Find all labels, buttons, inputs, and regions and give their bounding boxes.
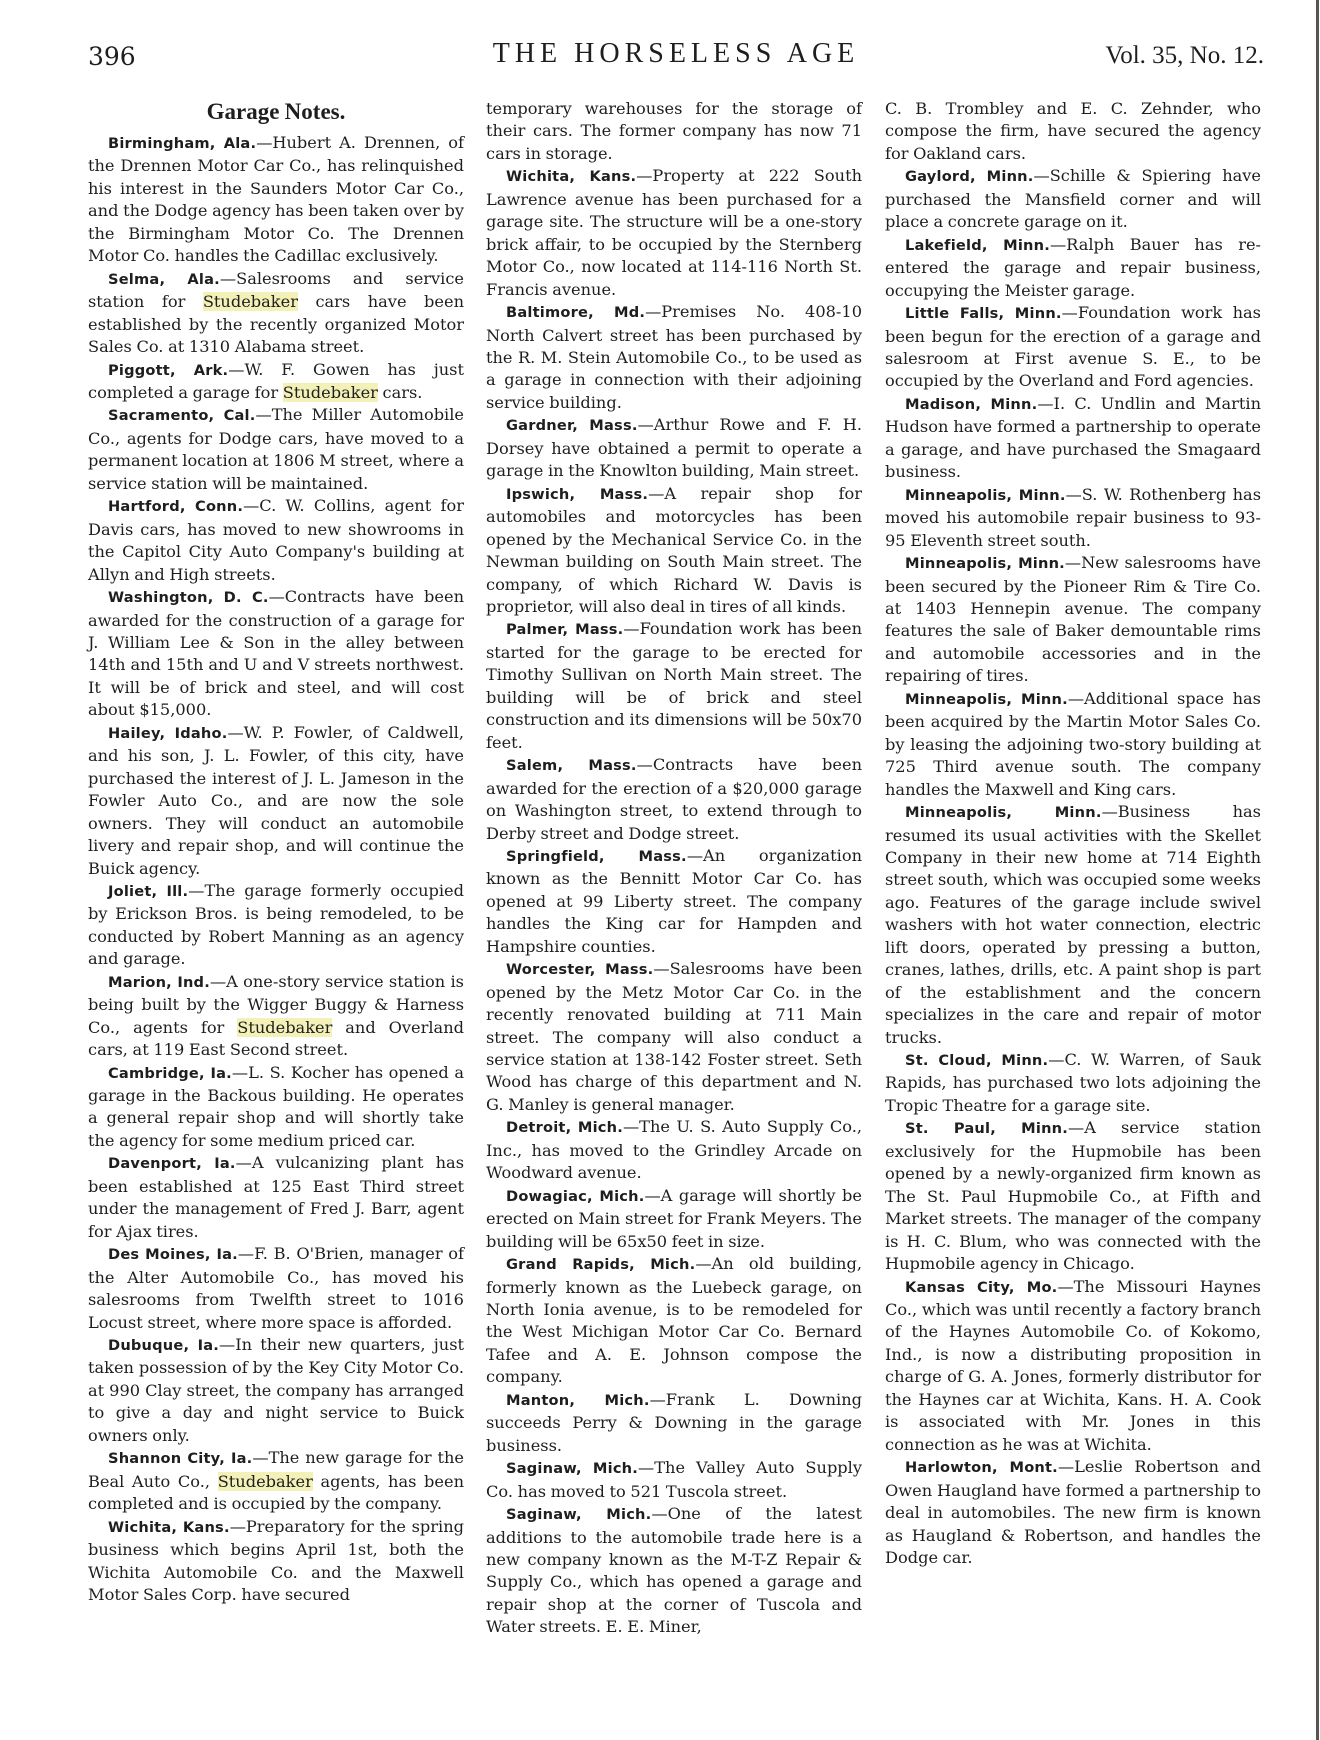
item-place: Saginaw, Mich. [506,1506,652,1524]
news-item [88,586,464,722]
item-place: Minneapolis, Minn. [905,690,1068,708]
item-place: Ipswich, Mass. [506,485,649,503]
item-place: St. Paul, Minn. [905,1120,1069,1138]
news-item [885,1276,1261,1457]
news-item [88,132,464,268]
news-item [88,971,464,1062]
item-text: —Property at 222 South Lawrence avenue has been purchased for a garage site. The structure will be a one-story brick affair, to be occupied by the Sternberg Motor Co., now located at 114-116 North St. Francis avenue. [486,166,862,299]
news-item [88,1447,464,1515]
item-place: Springfield, Mass. [506,847,687,865]
item-place: Grand Rapids, Mich. [506,1256,696,1274]
item-place: Minneapolis, Minn. [905,804,1102,822]
news-item [486,1503,862,1639]
news-item [885,484,1261,552]
news-item [486,165,862,301]
item-place: Saginaw, Mich. [506,1460,639,1478]
item-place: Shannon City, Ia. [108,1450,253,1468]
news-item [486,845,862,958]
news-item [885,1456,1261,1569]
news-item [885,98,1261,165]
item-place: Hartford, Conn. [108,498,244,516]
item-text: —Arthur Rowe and F. H. Dorsey have obtained a permit to operate a garage in the Knowlton building, Main street. [486,415,862,481]
item-text: —Ralph Bauer has re-entered the garage and repair business, occupying the Meister garage. [885,234,1261,300]
news-item [486,1116,862,1184]
item-place: Wichita, Kans. [108,1518,230,1536]
news-item [486,754,862,845]
column-2 [486,98,862,1639]
news-item [486,958,862,1116]
item-text: —A service station exclusively for the Hupmobile has been opened by a newly-organized firm known as The St. Paul Hupmobile Co., at Fifth and Market streets. The manager of the company is H. C. Blum, who was connected with the Hupmobile agency in Chicago. [885,1118,1261,1274]
column-3 [885,98,1261,1569]
item-text: —The Miller Automobile Co., agents for Dodge cars, have moved to a permanent location at 1806 M street, where a service station will be maintained. [88,405,464,493]
item-place: Little Falls, Minn. [905,305,1062,323]
item-text: —Leslie Robertson and Owen Haugland have formed a partnership to deal in automobiles. The new firm is known as Haugland & Robertson, and handles the Dodge car. [885,1457,1261,1567]
highlighted-term: Studebaker [282,382,378,402]
news-item [885,1049,1261,1117]
item-place: Birmingham, Ala. [108,135,257,152]
item-text: —Contracts have been awarded for the construction of a garage for J. William Lee & Son in the alley between 14th and 15th and U and V streets northwest. It will be of brick and steel, and will cost about $15,000. [88,587,464,720]
item-text: —One of the latest additions to the automobile trade here is a new company known as the M-T-Z Repair & Supply Co., which has opened a garage and repair shop at the corner of Tuscola and Water streets. E. E. Miner, [486,1504,862,1637]
news-item [885,688,1261,801]
item-text: —Salesrooms and service station for [88,268,464,312]
item-place: Cambridge, Ia. [108,1064,232,1082]
news-item [88,404,464,495]
news-item [486,1253,862,1389]
item-text: —The garage formerly occupied by Erickson Bros. is being remodeled, to be conducted by Robert Manning as an agency and garage. [88,880,464,969]
news-item [88,1062,464,1153]
page-edge-shadow [1316,0,1319,1740]
news-item [88,1243,464,1334]
item-place: Worcester, Mass. [506,961,654,979]
highlighted-term: Studebaker [217,1471,313,1491]
item-text: —F. B. O'Brien, manager of the Alter Automobile Co., has moved his salesrooms from Twelfth street to 1016 Locust street, where more space is afforded. [88,1244,465,1332]
item-text: —A one-story service station is being built by the Wigger Buggy & Harness Co., agents for [88,971,464,1037]
item-text: —Preparatory for the spring business which begins April 1st, both the Wichita Automobile Co. and the Maxwell Motor Sales Corp. have secured [88,1516,465,1604]
item-text: —In their new quarters, just taken possession of by the Key City Motor Co. at 990 Clay street, the company has arranged to give a day and night service to Buick owners only. [88,1335,465,1445]
news-item [486,301,862,414]
item-text: —Premises No. 408-10 North Calvert street has been purchased by the R. M. Stein Automobile Co., to be used as a garage in connection with their adjoining service building. [486,302,862,412]
news-item [885,302,1261,393]
item-text: —Schille & Spiering have purchased the Mansfield corner and will place a concrete garage on it. [885,166,1261,232]
item-place: Gaylord, Minn. [905,168,1034,186]
item-place: Sacramento, Cal. [108,407,256,425]
news-item [885,165,1261,233]
item-text: —The Valley Auto Supply Co. has moved to 521 Tuscola street. [486,1458,862,1501]
item-text: —C. W. Warren, of Sauk Rapids, has purchased two lots adjoining the Tropic Theatre for a garage site. [885,1050,1261,1115]
item-place: Baltimore, Md. [506,304,646,322]
news-item [486,483,862,619]
item-text: —The U. S. Auto Supply Co., Inc., has moved to the Grindley Arcade on Woodward avenue. [486,1117,862,1183]
running-header [88,38,1264,78]
news-item [486,98,862,165]
item-text: —S. W. Rothenberg has moved his automobile repair business to 93-95 Eleventh street south. [885,484,1262,550]
volume-issue: Vol. 35, No. 12. [1105,42,1264,69]
item-text: —The Missouri Haynes Co., which was until recently a factory branch of the Haynes Automobile Co. of Kokomo, Ind., is now a distributing proposition in charge of G. A. Jones, formerly distributor for the Haynes car at Wichita, Kans. H. A. Cook is associated with Mr. Jones in this connection as he was at Wichita. [885,1276,1261,1454]
item-text: cars have been established by the recently organized Motor Sales Co. at 1310 Alabama street. [88,292,464,357]
item-place: Joliet, Ill. [108,882,189,900]
news-item [88,268,464,359]
item-text: —Contracts have been awarded for the erection of a $20,000 garage on Washington street, to extend through to Derby street and Dodge street. [486,755,862,843]
news-item [885,1117,1261,1275]
item-text: —Hubert A. Drennen, of the Drennen Motor Car Co., has relinquished his interest in the Saunders Motor Car Co., and the Dodge agency has been taken over by the Birmingham Motor Co. The Drennen Motor Co. handles the Cadillac exclusively. [88,133,464,266]
item-text: —W. P. Fowler, of Caldwell, and his son, J. L. Fowler, of this city, have purchased the interest of J. L. Jameson in the Fowler Auto Co., and are now the sole owners. They will conduct an automobile livery and repair shop, and will continue the Buick agency. [88,722,464,878]
news-item [88,1334,464,1447]
news-item [88,1152,464,1243]
news-item [486,1457,862,1503]
news-item [88,1516,464,1607]
item-place: St. Cloud, Minn. [905,1052,1049,1070]
item-place: Gardner, Mass. [506,417,638,435]
news-item [88,495,464,586]
journal-title: THE HORSELESS AGE [492,38,860,69]
item-place: Lakefield, Minn. [905,236,1050,254]
item-text: C. B. Trombley and E. C. Zehnder, who compose the firm, have secured the agency for Oakland cars. [885,99,1261,163]
column-1 [88,98,464,1606]
section-title: Garage Notes. [206,99,346,124]
item-text: —Foundation work has been started for the garage to be erected for Timothy Sullivan on North Main street. The building will be of brick and steel construction and its dimensions will be 50x70 feet. [486,619,862,752]
item-place: Des Moines, Ia. [108,1246,238,1264]
news-item [486,618,862,754]
news-item [88,880,464,971]
news-item [885,234,1261,302]
item-text: —The new garage for the Beal Auto Co., [88,1448,464,1491]
item-place: Wichita, Kans. [506,168,637,186]
item-text: temporary warehouses for the storage of their cars. The former company has now 71 cars in storage. [486,99,862,163]
item-place: Davenport, Ia. [108,1155,236,1173]
item-place: Dubuque, Ia. [108,1337,220,1355]
item-text: —A repair shop for automobiles and motorcycles has been opened by the Mechanical Service Co. in the Newman building on South Main street. The company, of which Richard W. Davis is proprietor, will also deal in tires of all kinds. [486,483,862,616]
item-text: —Additional space has been acquired by the Martin Motor Sales Co. by leasing the adjoining two-story building at 725 Third avenue south. The company handles the Maxwell and King cars. [885,688,1261,799]
news-item [88,359,464,405]
item-text: agents, has been completed and is occupied by the company. [88,1471,465,1514]
highlighted-term: Studebaker [237,1017,333,1037]
item-place: Harlowton, Mont. [905,1459,1058,1477]
item-text: —An organization known as the Bennitt Motor Car Co. has opened at 99 Liberty street. The company handles the King car for Hampden and Hampshire counties. [486,845,862,956]
page-number: 396 [88,42,136,71]
item-place: Salem, Mass. [506,757,637,775]
item-place: Washington, D. C. [108,589,269,607]
item-text: —Foundation work has been begun for the erection of a garage and salesroom at First avenue S. E., to be occupied by the Overland and Ford agencies. [885,303,1261,391]
item-text: and Overland cars, at 119 East Second street. [88,1017,464,1060]
item-place: Marion, Ind. [108,973,210,991]
item-text: —A vulcanizing plant has been established at 125 East Third street under the management of Fred J. Barr, agent for Ajax tires. [88,1153,464,1241]
item-place: Manton, Mich. [506,1391,650,1409]
item-text: —Frank L. Downing succeeds Perry & Downing in the garage business. [486,1389,862,1455]
item-place: Minneapolis, Minn. [905,486,1066,504]
item-place: Selma, Ala. [108,270,220,288]
news-item [885,801,1261,1049]
news-item [885,552,1261,688]
item-text: —L. S. Kocher has opened a garage in the Backous building. He operates a general repair shop and will shortly take the agency for some medium priced car. [88,1062,464,1150]
item-place: Detroit, Mich. [506,1119,623,1137]
item-text: —A garage will shortly be erected on Main street for Frank Meyers. The building will be 65x50 feet in size. [486,1185,862,1251]
news-item [486,1185,862,1253]
news-item [885,393,1261,484]
item-text: —Business has resumed its usual activities with the Skellet Company in their new home at 714 Eighth street south, which was occupied some weeks ago. Features of the garage include swivel washers with hot water connection, electric lift doors, operated by pressing a button, cranes, lathes, drills, etc. A paint shop is part of the establishment and the concern specializes in the care and repair of motor trucks. [885,802,1261,1047]
news-item [486,1389,862,1457]
item-place: Madison, Minn. [905,395,1038,413]
highlighted-term: Studebaker [202,292,298,312]
item-place: Dowagiac, Mich. [506,1187,645,1205]
item-text: —C. W. Collins, agent for Davis cars, has moved to new showrooms in the Capitol City Auto Company's building at Allyn and High streets. [88,496,464,584]
item-text: —I. C. Undlin and Martin Hudson have formed a partnership to operate a garage, and have purchased the Smagaard business. [885,393,1261,482]
item-place: Palmer, Mass. [506,621,624,639]
item-text: —An old building, formerly known as the Luebeck garage, on North Ionia avenue, is to be remodeled for the West Michigan Motor Car Co. Bernard Tafee and A. E. Johnson compose the company. [486,1254,862,1387]
item-place: Minneapolis, Minn. [905,555,1065,573]
news-item [88,722,464,880]
news-item [486,414,862,482]
item-text: —Salesrooms have been opened by the Metz Motor Car Co. in the recently renovated building at 711 Main street. The company will also conduct a service station at 138-142 Foster street. Seth Wood has charge of this department and N. G. Manley is general manager. [486,959,862,1114]
item-text: —W. F. Gowen has just completed a garage for [88,359,464,402]
item-place: Hailey, Idaho. [108,724,228,742]
item-text: —New salesrooms have been secured by the Pioneer Rim & Tire Co. at 1403 Hennepin avenue. The company features the sale of Baker demountable rims and automobile accessories and in the repairing of tires. [885,553,1261,686]
item-place: Kansas City, Mo. [905,1278,1058,1296]
item-text: cars. [377,382,423,402]
item-place: Piggott, Ark. [108,361,229,379]
